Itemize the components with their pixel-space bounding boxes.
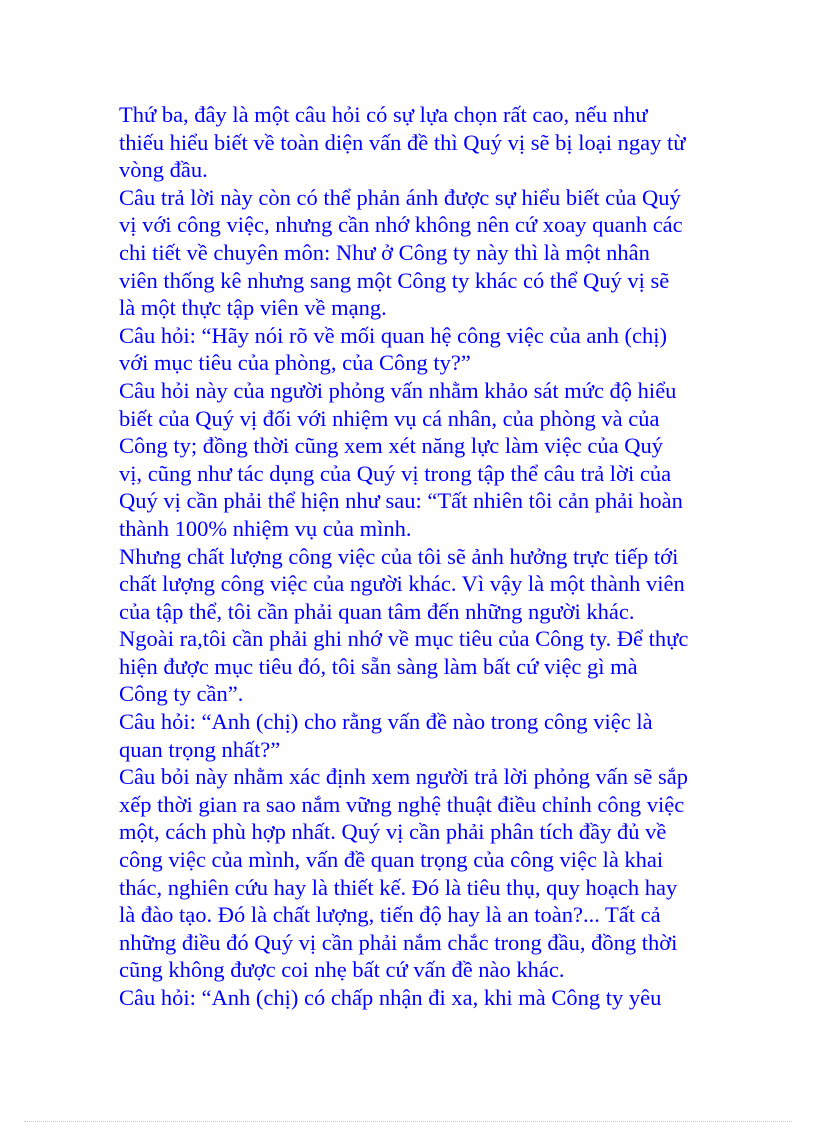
text-line: vị với công việc, nhưng cần nhớ không nên cứ xoay quanh các bbox=[119, 212, 683, 238]
text-line: với mục tiêu của phòng, của Công ty?” bbox=[119, 350, 471, 376]
text-line: xếp thời gian ra sao nắm vững nghệ thuật điều chỉnh công việc bbox=[119, 791, 685, 817]
text-line: thác, nghiên cứu hay là thiết kế. Đó là tiêu thụ, quy hoạch hay bbox=[119, 874, 678, 900]
text-line: thiếu hiểu biết về toàn diện vấn đề thì Quý vị sẽ bị loại ngay từ bbox=[119, 129, 686, 155]
text-line: Câu hỏi: “Hãy nói rõ về mối quan hệ công việc của anh (chị) bbox=[119, 322, 667, 348]
text-line: Công ty; đồng thời cũng xem xét năng lực làm việc của Quý bbox=[119, 433, 663, 459]
text-line: Câu hỏi: “Anh (chị) cho rằng vấn đề nào trong công việc là bbox=[119, 709, 653, 735]
text-line: là đào tạo. Đó là chất lượng, tiến độ hay là an toàn?... Tất cả bbox=[119, 902, 661, 928]
page-bottom-divider bbox=[24, 1121, 792, 1122]
text-line: là một thực tập viên về mạng. bbox=[119, 295, 387, 321]
text-line: chất lượng công việc của người khác. Vì vậy là một thành viên bbox=[119, 571, 685, 597]
text-line: Câu hỏi: “Anh (chị) có chấp nhận đi xa, khi mà Công ty yêu bbox=[119, 985, 662, 1010]
text-line: viên thống kê nhưng sang một Công ty khác có thể Quý vị sẽ bbox=[119, 267, 670, 293]
text-line: cũng không được coi nhẹ bất cứ vấn đề nào khác. bbox=[119, 957, 565, 983]
text-line: hiện được mục tiêu đó, tôi sẵn sàng làm bất cứ việc gì mà bbox=[119, 653, 638, 679]
text-line: quan trọng nhất?” bbox=[119, 736, 281, 762]
text-line: Câu bỏi này nhằm xác định xem người trả lời phỏng vấn sẽ sắp bbox=[119, 764, 689, 790]
text-line: Thứ ba, đây là một câu hỏi có sự lựa chọn rất cao, nếu như bbox=[119, 102, 648, 127]
text-line: Câu hỏi này của người phỏng vấn nhằm khảo sát mức độ hiểu bbox=[119, 377, 677, 403]
text-line: vòng đầu. bbox=[119, 157, 208, 183]
document-body bbox=[119, 101, 704, 1012]
text-line: Quý vị cần phải thể hiện như sau: “Tất nhiên tôi cản phải hoàn bbox=[119, 488, 683, 514]
text-line: Câu trả lời này còn có thể phản ánh được sự hiểu biết của Quý bbox=[119, 184, 681, 210]
text-line: chi tiết về chuyên môn: Như ở Công ty này thì là một nhân bbox=[119, 239, 650, 265]
text-line: biết của Quý vị đối với nhiệm vụ cá nhân, của phòng và của bbox=[119, 405, 660, 431]
text-line: Nhưng chất lượng công việc của tôi sẽ ảnh hưởng trực tiếp tới bbox=[119, 543, 679, 569]
text-line: công việc của mình, vấn đề quan trọng của công việc là khai bbox=[119, 847, 664, 873]
text-line: Ngoài ra,tôi cần phải ghi nhớ về mục tiêu của Công ty. Để thực bbox=[119, 626, 689, 652]
text-line: vị, cũng như tác dụng của Quý vị trong tập thể câu trả lời của bbox=[119, 460, 672, 486]
text-line: thành 100% nhiệm vụ của mình. bbox=[119, 515, 412, 541]
text-line: những điều đó Quý vị cần phải nắm chắc trong đầu, đồng thời bbox=[119, 929, 678, 955]
text-line: Công ty cần”. bbox=[119, 681, 244, 707]
text-line: một, cách phù hợp nhất. Quý vị cần phải phân tích đầy đủ về bbox=[119, 819, 667, 845]
text-line: của tập thể, tôi cần phải quan tâm đến những người khác. bbox=[119, 598, 635, 624]
